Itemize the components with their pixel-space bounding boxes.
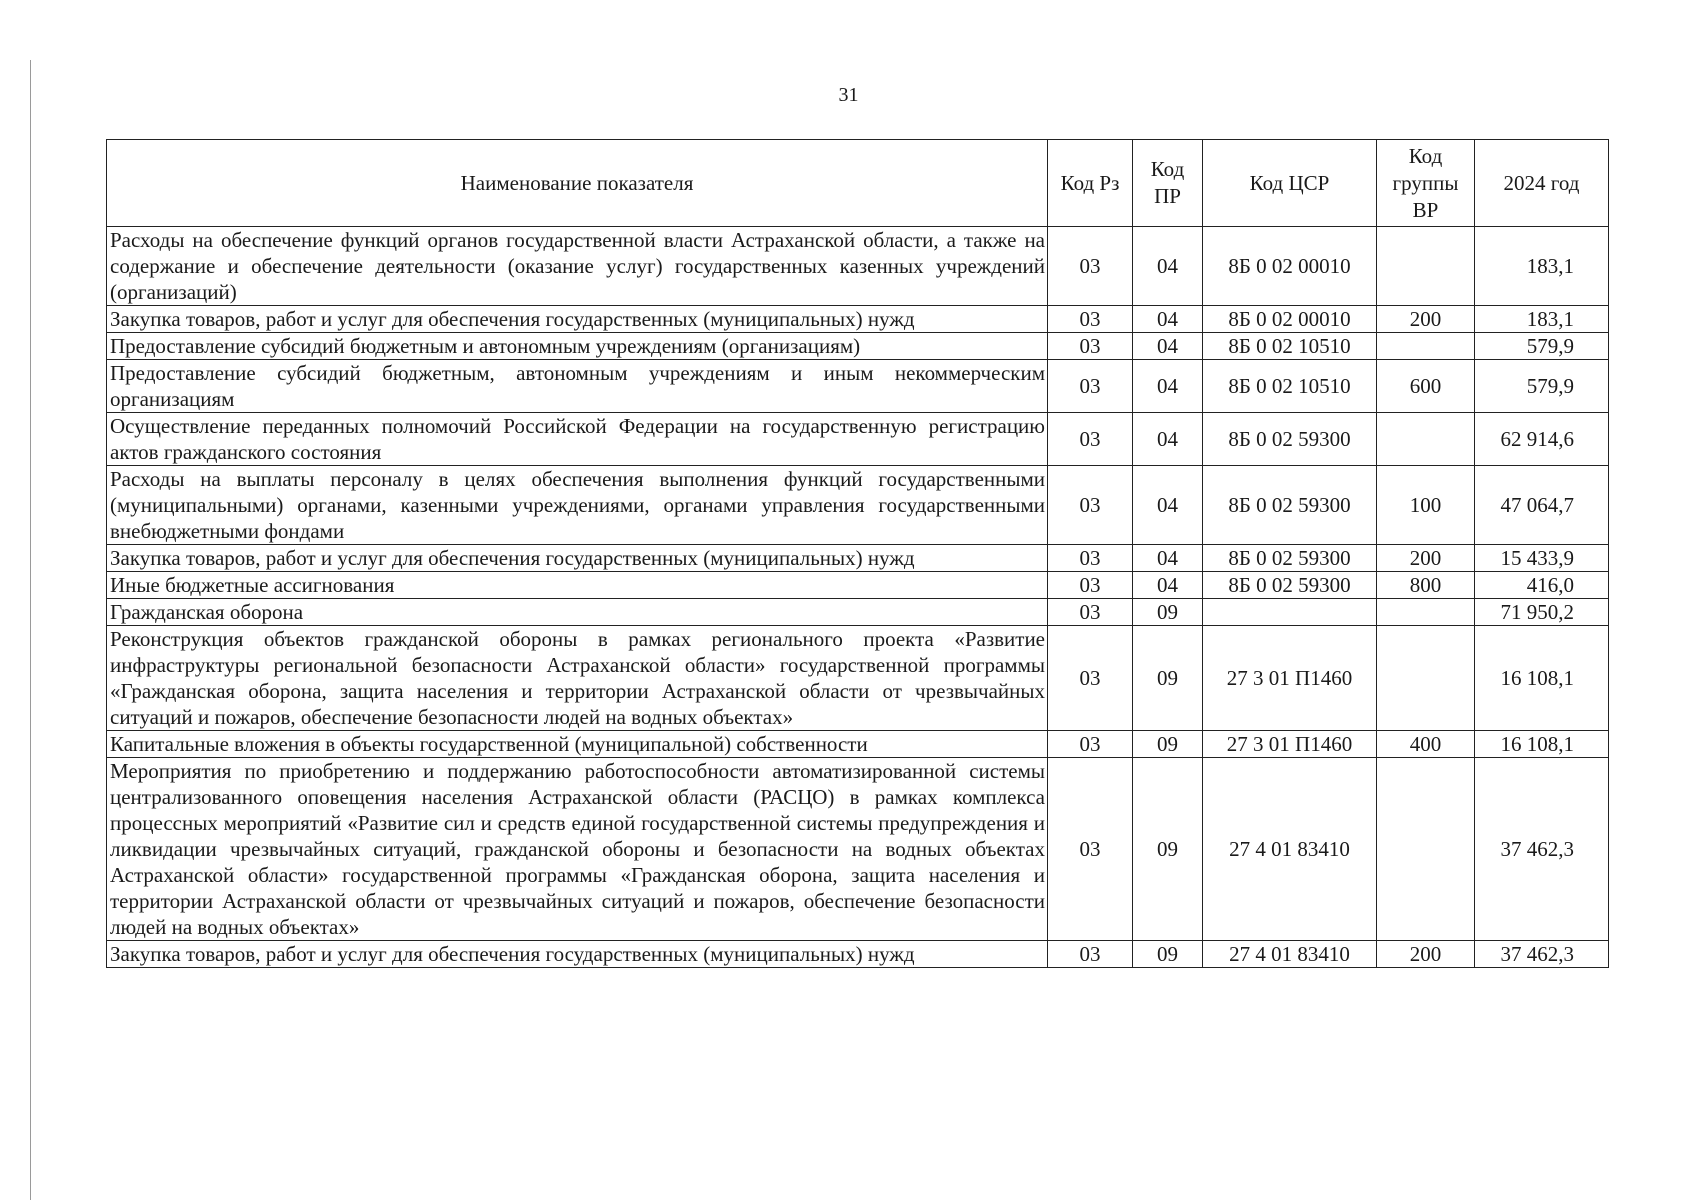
cell-amount: 37 462,3 [1475, 758, 1609, 941]
table-row [107, 758, 1609, 941]
cell-amount: 71 950,2 [1475, 599, 1609, 626]
cell-vr [1377, 599, 1475, 626]
table-row [107, 626, 1609, 731]
cell-csr: 27 3 01 П1460 [1203, 626, 1377, 731]
cell-rz: 03 [1048, 306, 1133, 333]
header-pr: Код ПР [1133, 140, 1203, 227]
cell-name: Закупка товаров, работ и услуг для обеспечения государственных (муниципальных) нужд [107, 545, 1048, 572]
cell-rz: 03 [1048, 572, 1133, 599]
page-number: 31 [838, 84, 859, 106]
cell-pr: 04 [1133, 306, 1203, 333]
cell-rz: 03 [1048, 227, 1133, 306]
table-row [107, 731, 1609, 758]
table-row [107, 572, 1609, 599]
cell-csr: 8Б 0 02 59300 [1203, 572, 1377, 599]
cell-vr [1377, 333, 1475, 360]
cell-pr: 04 [1133, 227, 1203, 306]
table-row [107, 413, 1609, 466]
cell-name: Предоставление субсидий бюджетным и автономным учреждениям (организациям) [107, 333, 1048, 360]
header-vr: Код группы ВР [1377, 140, 1475, 227]
cell-csr: 27 4 01 83410 [1203, 758, 1377, 941]
cell-csr: 27 3 01 П1460 [1203, 731, 1377, 758]
header-csr: Код ЦСР [1203, 140, 1377, 227]
cell-amount: 183,1 [1475, 306, 1609, 333]
cell-rz: 03 [1048, 758, 1133, 941]
cell-amount: 183,1 [1475, 227, 1609, 306]
cell-name: Закупка товаров, работ и услуг для обеспечения государственных (муниципальных) нужд [107, 941, 1048, 968]
table-row [107, 306, 1609, 333]
cell-name: Расходы на обеспечение функций органов государственной власти Астраханской области, а также на содержание и обеспечение деятельности (оказание услуг) государственных казенных учреждений (организаций) [107, 227, 1048, 306]
cell-csr: 27 4 01 83410 [1203, 941, 1377, 968]
cell-csr: 8Б 0 02 10510 [1203, 333, 1377, 360]
cell-amount: 37 462,3 [1475, 941, 1609, 968]
cell-csr [1203, 599, 1377, 626]
cell-vr: 800 [1377, 572, 1475, 599]
header-name: Наименование показателя [107, 140, 1048, 227]
cell-name: Гражданская оборона [107, 599, 1048, 626]
cell-amount: 62 914,6 [1475, 413, 1609, 466]
cell-rz: 03 [1048, 626, 1133, 731]
cell-csr: 8Б 0 02 00010 [1203, 227, 1377, 306]
cell-vr: 100 [1377, 466, 1475, 545]
cell-rz: 03 [1048, 466, 1133, 545]
table-row [107, 545, 1609, 572]
table-row [107, 333, 1609, 360]
cell-vr [1377, 227, 1475, 306]
budget-table [106, 139, 1609, 968]
cell-pr: 09 [1133, 626, 1203, 731]
cell-amount: 15 433,9 [1475, 545, 1609, 572]
table-row [107, 360, 1609, 413]
cell-csr: 8Б 0 02 59300 [1203, 545, 1377, 572]
cell-vr: 200 [1377, 545, 1475, 572]
cell-csr: 8Б 0 02 00010 [1203, 306, 1377, 333]
table-row [107, 599, 1609, 626]
header-year: 2024 год [1475, 140, 1609, 227]
cell-rz: 03 [1048, 545, 1133, 572]
cell-amount: 47 064,7 [1475, 466, 1609, 545]
cell-vr: 200 [1377, 306, 1475, 333]
cell-rz: 03 [1048, 731, 1133, 758]
cell-name: Закупка товаров, работ и услуг для обеспечения государственных (муниципальных) нужд [107, 306, 1048, 333]
cell-pr: 04 [1133, 466, 1203, 545]
table-body [107, 227, 1609, 968]
cell-csr: 8Б 0 02 59300 [1203, 413, 1377, 466]
cell-vr [1377, 626, 1475, 731]
cell-rz: 03 [1048, 599, 1133, 626]
table-row [107, 466, 1609, 545]
cell-rz: 03 [1048, 333, 1133, 360]
cell-name: Капитальные вложения в объекты государственной (муниципальной) собственности [107, 731, 1048, 758]
cell-vr: 400 [1377, 731, 1475, 758]
cell-vr: 200 [1377, 941, 1475, 968]
cell-name: Предоставление субсидий бюджетным, автономным учреждениям и иным некоммерческим организациям [107, 360, 1048, 413]
cell-pr: 04 [1133, 572, 1203, 599]
cell-amount: 16 108,1 [1475, 626, 1609, 731]
cell-pr: 09 [1133, 758, 1203, 941]
table-row [107, 941, 1609, 968]
cell-pr: 09 [1133, 941, 1203, 968]
cell-pr: 04 [1133, 333, 1203, 360]
cell-pr: 04 [1133, 360, 1203, 413]
cell-csr: 8Б 0 02 59300 [1203, 466, 1377, 545]
cell-amount: 16 108,1 [1475, 731, 1609, 758]
cell-name: Расходы на выплаты персоналу в целях обеспечения выполнения функций государственными (муниципальными) органами, казенными учреждениями, органами управления государственными внебюджетными фондами [107, 466, 1048, 545]
cell-amount: 579,9 [1475, 333, 1609, 360]
header-rz: Код Рз [1048, 140, 1133, 227]
cell-pr: 04 [1133, 545, 1203, 572]
table-row [107, 227, 1609, 306]
cell-amount: 579,9 [1475, 360, 1609, 413]
cell-vr [1377, 413, 1475, 466]
cell-name: Иные бюджетные ассигнования [107, 572, 1048, 599]
cell-pr: 09 [1133, 599, 1203, 626]
cell-name: Мероприятия по приобретению и поддержанию работоспособности автоматизированной системы централизованного оповещения населения Астраханской области (РАСЦО) в рамках комплекса процессных мероприятий «Развитие сил и средств единой государственной системы предупреждения и ликвидации чрезвычайных ситуаций, гражданской обороны и безопасности на водных объектах Астраханской области» государственной программы «Гражданская оборона, защита населения и территории Астраханской области от чрезвычайных ситуаций и пожаров, обеспечение безопасности людей на водных объектах» [107, 758, 1048, 941]
cell-rz: 03 [1048, 360, 1133, 413]
cell-pr: 09 [1133, 731, 1203, 758]
cell-rz: 03 [1048, 941, 1133, 968]
cell-name: Осуществление переданных полномочий Российской Федерации на государственную регистрацию актов гражданского состояния [107, 413, 1048, 466]
cell-pr: 04 [1133, 413, 1203, 466]
binding-line [30, 60, 31, 1200]
cell-name: Реконструкция объектов гражданской обороны в рамках регионального проекта «Развитие инфраструктуры региональной безопасности Астраханской области» государственной программы «Гражданская оборона, защита населения и территории Астраханской области от чрезвычайных ситуаций и пожаров, обеспечение безопасности людей на водных объектах» [107, 626, 1048, 731]
cell-rz: 03 [1048, 413, 1133, 466]
cell-amount: 416,0 [1475, 572, 1609, 599]
cell-csr: 8Б 0 02 10510 [1203, 360, 1377, 413]
table-header-row [107, 140, 1609, 227]
cell-vr [1377, 758, 1475, 941]
cell-vr: 600 [1377, 360, 1475, 413]
